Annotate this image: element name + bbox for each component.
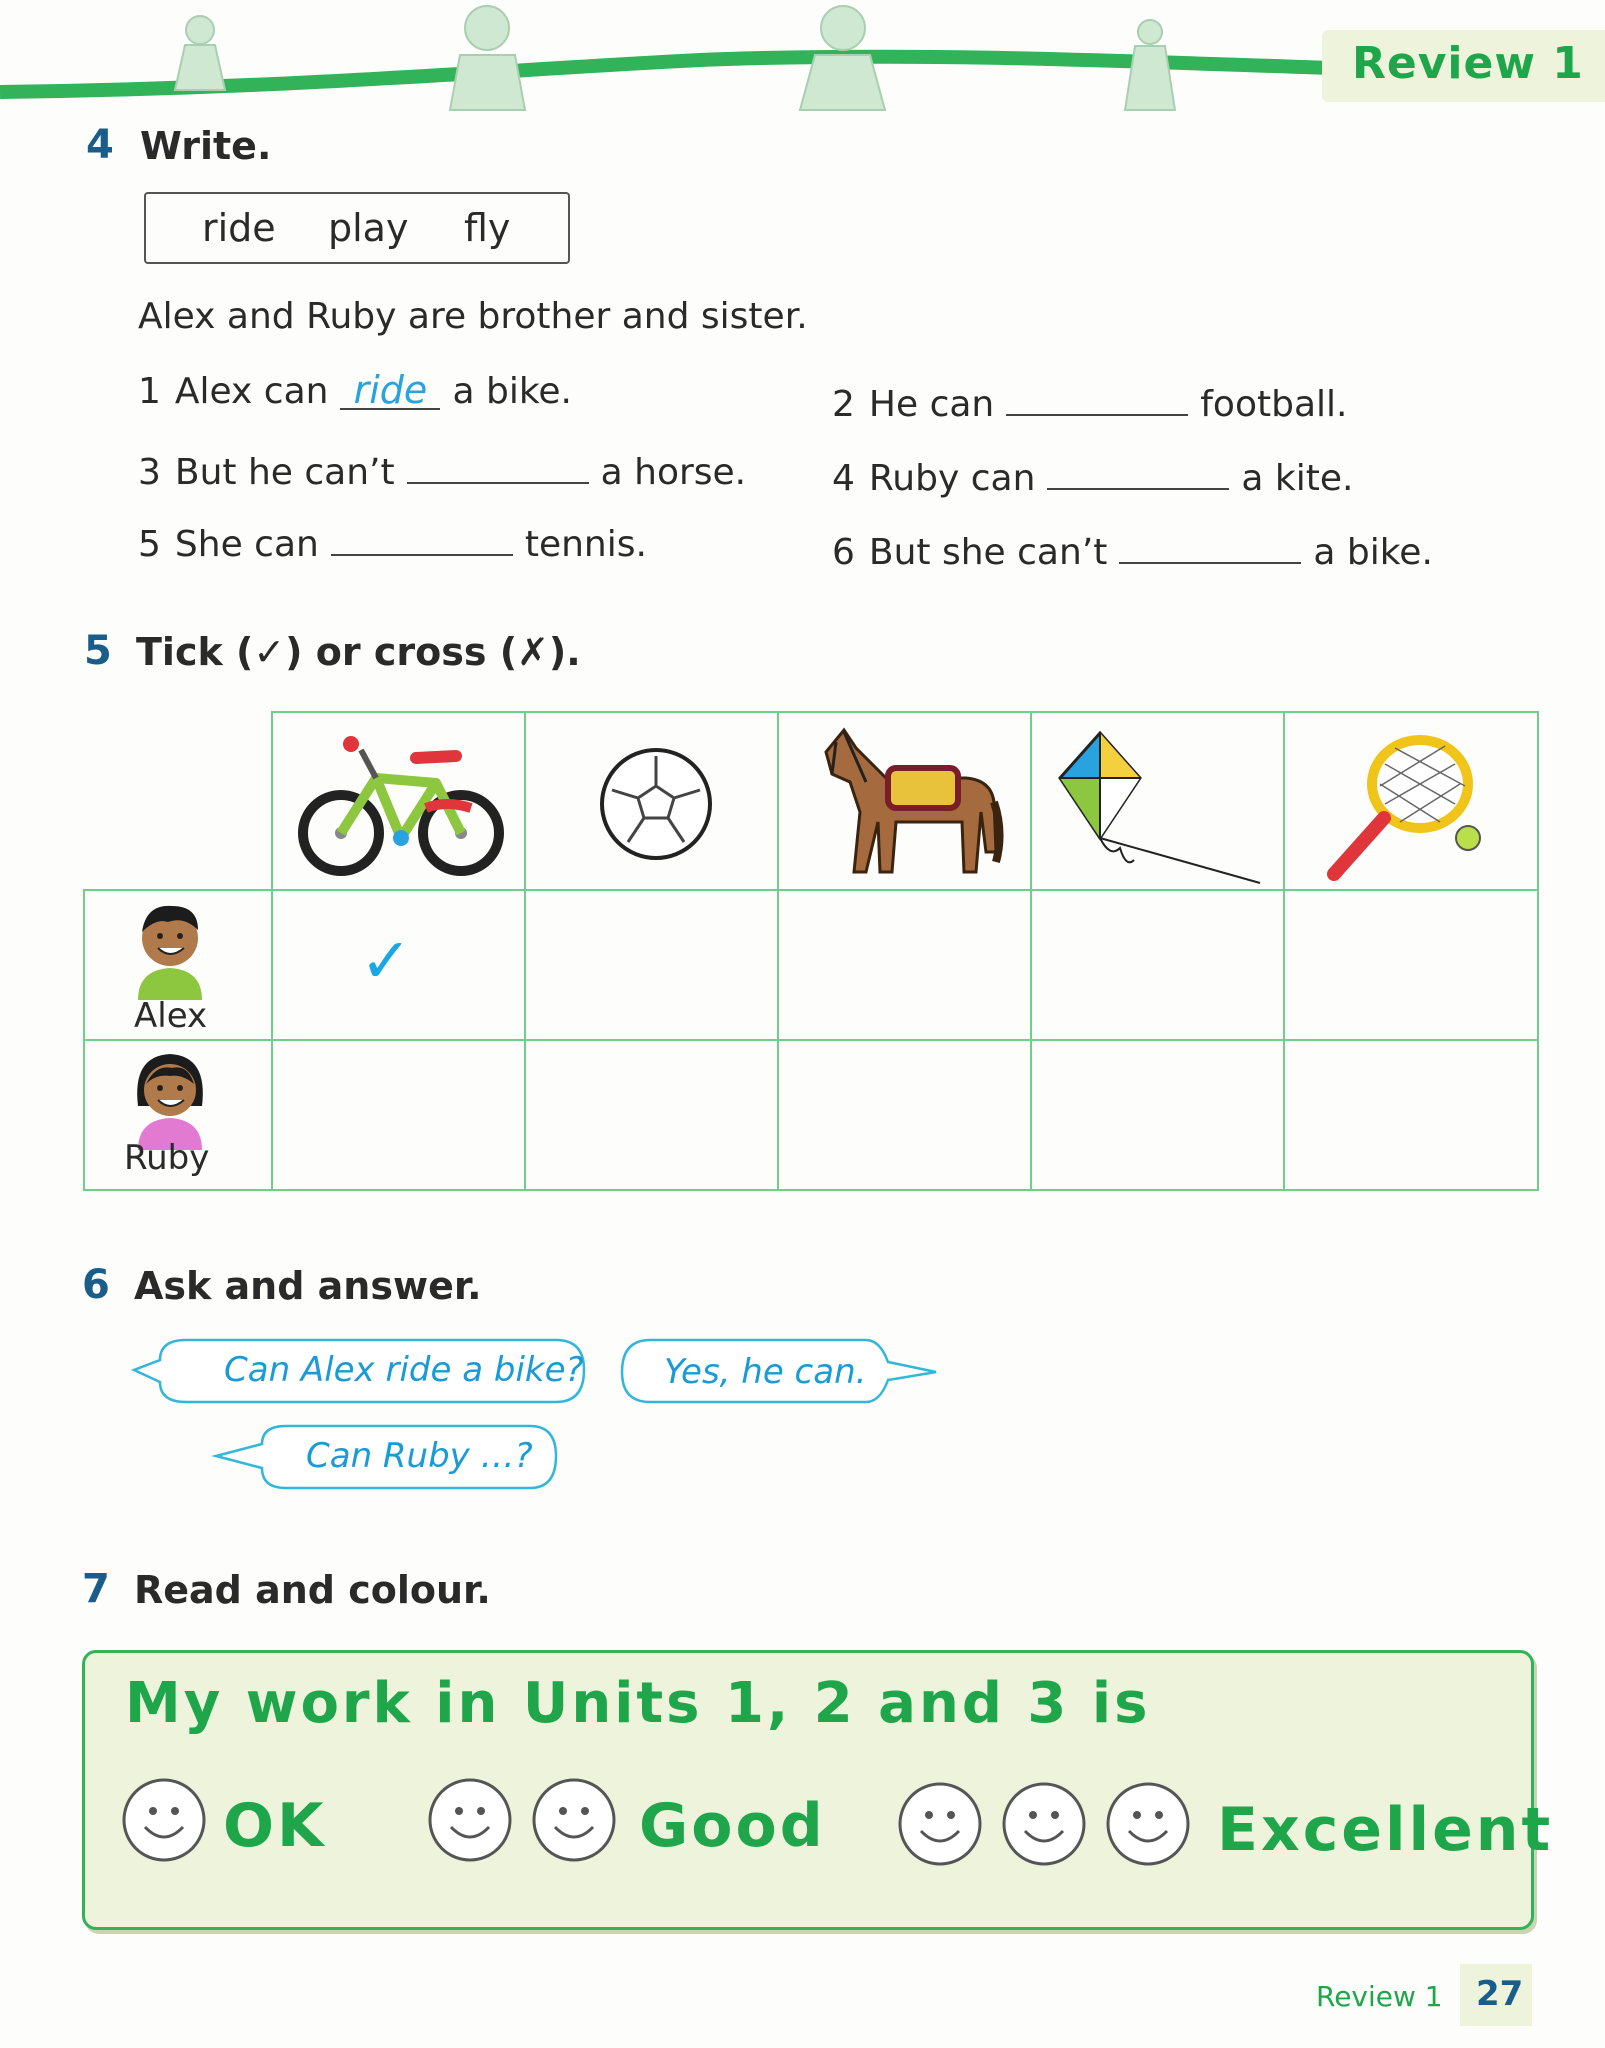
sentence-after: a bike. (1313, 532, 1433, 573)
sentence-number: 5 (138, 524, 161, 565)
word-bank-item: fly (464, 206, 511, 250)
section-4-number: 4 (86, 122, 114, 168)
answer-text: ride (353, 368, 428, 412)
word-bank-item: ride (202, 206, 276, 250)
sentence-before: But she can’t (868, 532, 1108, 573)
footer-review-label: Review 1 (1316, 1980, 1443, 2013)
sentence-before: Ruby can (868, 458, 1036, 499)
sentence-after: a kite. (1241, 458, 1354, 499)
review-tab-label: Review 1 (1352, 38, 1584, 89)
sentence-number: 6 (832, 532, 855, 573)
bubble-question-2: Can Ruby …? (306, 1436, 533, 1476)
self-assessment-box (82, 1650, 1554, 1930)
football-icon (598, 746, 714, 862)
rating-ok-label: OK (223, 1791, 327, 1861)
smiley-face-icon[interactable] (121, 1777, 207, 1863)
sentence-after: a horse. (600, 452, 747, 493)
smiley-face-icon[interactable] (1001, 1781, 1087, 1867)
smiley-face-icon[interactable] (1105, 1781, 1191, 1867)
alex-avatar (132, 896, 208, 1000)
horse-icon (806, 722, 1006, 884)
section-4-title: Write. (140, 124, 272, 168)
tick-mark[interactable]: ✓ (360, 924, 412, 997)
intro-text: Alex and Ruby are brother and sister. (138, 296, 808, 337)
sentence-number: 2 (832, 384, 855, 425)
sentence-number: 1 (138, 371, 161, 412)
sentence-after: football. (1200, 384, 1348, 425)
ruby-avatar (132, 1046, 208, 1150)
page-number: 27 (1476, 1974, 1524, 2014)
page-number-box (1460, 1964, 1532, 2026)
smiley-face-icon[interactable] (897, 1781, 983, 1867)
sentence-before: But he can’t (174, 452, 395, 493)
section-5-number: 5 (84, 628, 112, 674)
sentence-before: Alex can (174, 371, 329, 412)
tennis-racket-icon (1320, 734, 1500, 884)
rating-good-label: Good (639, 1791, 826, 1861)
smiley-face-icon[interactable] (427, 1777, 513, 1863)
row-label-alex: Alex (134, 996, 208, 1036)
sentence-before: She can (174, 524, 319, 565)
section-6-title: Ask and answer. (134, 1264, 482, 1308)
bubble-question-1: Can Alex ride a bike? (224, 1350, 584, 1390)
section-7-title: Read and colour. (134, 1568, 491, 1612)
bike-icon (296, 728, 506, 878)
sentence-number: 4 (832, 458, 855, 499)
self-assessment-heading: My work in Units 1, 2 and 3 is (125, 1671, 1151, 1736)
section-6-number: 6 (82, 1262, 110, 1308)
word-bank-item: play (328, 206, 409, 250)
sentence-after: tennis. (524, 524, 647, 565)
bubble-answer-1: Yes, he can. (664, 1352, 867, 1392)
section-5-title: Tick (✓) or cross (✗). (136, 630, 581, 674)
kite-icon (1050, 728, 1270, 888)
row-label-ruby: Ruby (124, 1138, 210, 1178)
smiley-face-icon[interactable] (531, 1777, 617, 1863)
sentence-after: a bike. (452, 371, 572, 412)
section-7-number: 7 (82, 1566, 110, 1612)
rating-excellent-label: Excellent (1217, 1795, 1554, 1865)
sentence-before: He can (868, 384, 995, 425)
sentence-number: 3 (138, 452, 161, 493)
